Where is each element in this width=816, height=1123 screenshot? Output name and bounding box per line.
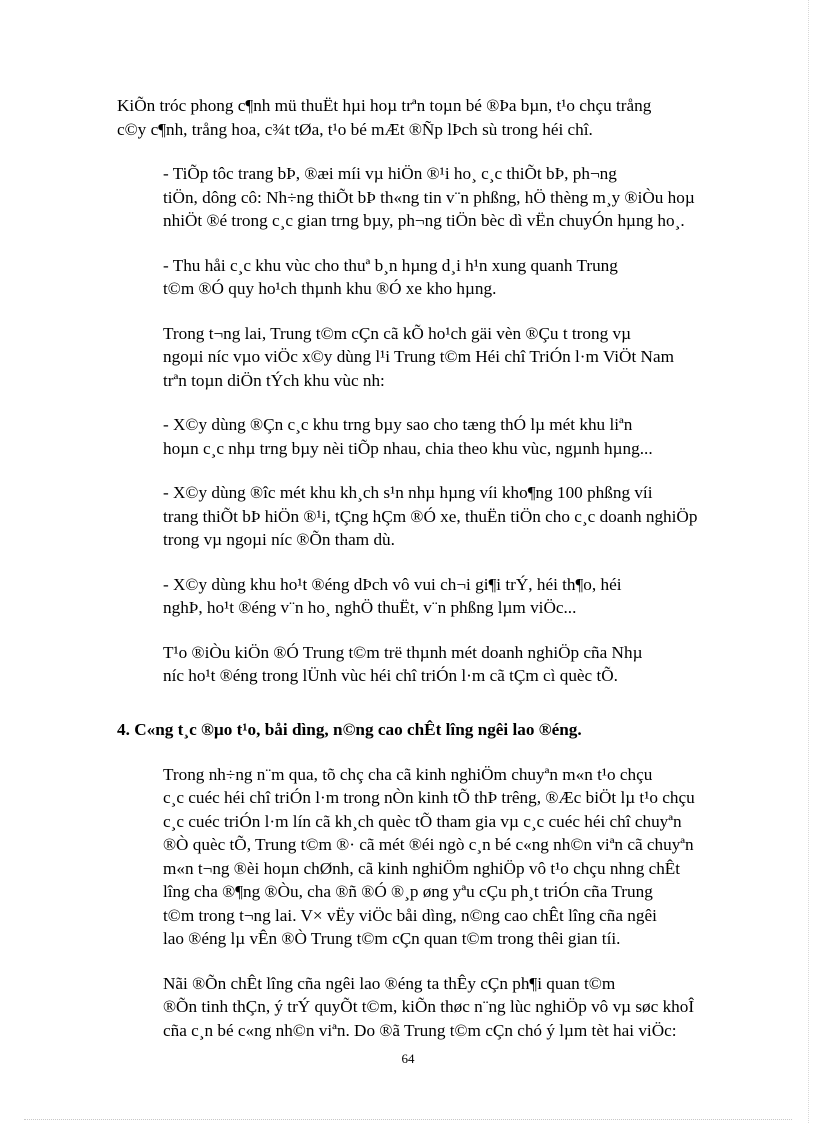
text-line: hoµn c¸c nhµ trng bµy nèi tiÕp nhau, chia theo khu vùc, ngµnh hµng... — [163, 438, 653, 458]
text-line: - X©y dùng ®îc mét khu kh¸ch s¹n nhµ hµng víi kho¶ng 100 phßng víi — [163, 483, 653, 502]
text-line: t©m ®Ó quy ho¹ch thµnh khu ®Ó xe kho hµng. — [163, 279, 497, 298]
paragraph — [117, 413, 720, 460]
paragraph-group-bottom — [117, 763, 720, 1043]
text-line: t©m trong t¬ng lai. V× vËy viÖc båi dìng, n©ng cao chÊt lîng cña ngêi — [163, 905, 657, 925]
paragraph — [117, 481, 720, 552]
text-line: m«n t¬ng ®èi hoµn chØnh, cã kinh nghiÖm nghiÖp vô t¹o chçu nhng chÊt — [163, 858, 681, 878]
text-line: lao ®éng lµ vÊn ®Ò Trung t©m cÇn quan t©m trong thêi gian tíi. — [163, 929, 621, 948]
text-line: lîng cha ®¶ng ®Òu, cha ®ñ ®Ó ®¸p øng yªu cÇu ph¸t triÓn cña Trung — [163, 882, 653, 901]
text-line: nhiÖt ®é trong c¸c gian trng bµy, ph¬ng tiÖn bèc dì vËn chuyÓn hµng ho¸. — [163, 211, 685, 230]
text-line: c¸c cuéc triÓn l·m lín cã kh¸ch quèc tÕ tham gia vµ c¸c cuéc héi chî chuyªn — [163, 811, 682, 831]
text-line: trang thiÕt bÞ hiÖn ®¹i, tÇng hÇm ®Ó xe, thuËn tiÖn cho c¸c doanh nghiÖp — [163, 506, 698, 526]
text-line: c©y c¶nh, trång hoa, c¾t tØa, t¹o bé mÆt ®Ñp lÞch sù trong héi chî. — [117, 119, 593, 139]
paragraph — [117, 573, 720, 620]
text-line: níc ho¹t ®éng trong lÜnh vùc héi chî triÓn l·m cã tÇm cì quèc tÕ. — [163, 666, 618, 685]
text-line: trong vµ ngoµi níc ®Õn tham dù. — [163, 530, 395, 549]
text-line: Nãi ®Õn chÊt lîng cña ngêi lao ®éng ta thÊy cÇn ph¶i quan t©m — [163, 973, 616, 993]
text-line: ®Ò quèc tÕ, Trung t©m ®· cã mét ®éi ngò c¸n bé c«ng nh©n viªn cã chuyªn — [163, 835, 694, 854]
text-line: cña c¸n bé c«ng nh©n viªn. Do ®ã Trung t©m cÇn chó ý lµm tèt hai viÖc: — [163, 1020, 677, 1040]
text-line: - Thu håi c¸c khu vùc cho thuª b¸n hµng d¸i h¹n xung quanh Trung — [163, 255, 618, 275]
paragraph-group-top — [117, 94, 720, 688]
text-line: Trong nh÷ng n¨m qua, tõ chç cha cã kinh nghiÖm chuyªn m«n t¹o chçu — [163, 764, 653, 784]
text-line: ngoµi níc vµo viÖc x©y dùng l¹i Trung t©m Héi chî TriÓn l·m ViÖt Nam — [163, 347, 674, 366]
text-line: - X©y dùng ®Çn c¸c khu trng bµy sao cho tæng thÓ lµ mét khu liªn — [163, 415, 633, 434]
text-line: trªn toµn diÖn tÝch khu vùc nh: — [163, 370, 385, 390]
footer-divider — [24, 1119, 792, 1120]
paragraph — [117, 972, 720, 1043]
page-edge-divider — [808, 0, 809, 1123]
text-line: ®Õn tinh thÇn, ý trÝ quyÕt t©m, kiÕn thøc n¨ng lùc nghiÖp vô vµ søc khoÎ — [163, 997, 695, 1016]
paragraph — [117, 641, 720, 688]
paragraph — [117, 94, 720, 141]
paragraph — [117, 254, 720, 301]
text-line: c¸c cuéc héi chî triÓn l·m trong nÒn kinh tÕ thÞ trêng, ®Æc biÖt lµ t¹o chçu — [163, 788, 695, 807]
text-line: nghÞ, ho¹t ®éng v¨n ho¸ nghÖ thuËt, v¨n phßng lµm viÖc... — [163, 598, 577, 617]
section-heading: 4. C«ng t¸c ®µo t¹o, båi dìng, n©ng cao chÊt lîng ngêi lao ®éng. — [117, 719, 582, 739]
page-body — [117, 94, 720, 1063]
paragraph — [117, 763, 720, 951]
text-line: KiÕn tróc phong c¶nh mü thuËt hµi hoµ trªn toµn bé ®Þa bµn, t¹o chçu trång — [117, 96, 652, 115]
text-line: - TiÕp tôc trang bÞ, ®æi míi vµ hiÖn ®¹i ho¸ c¸c thiÕt bÞ, ph¬ng — [163, 164, 617, 183]
paragraph — [117, 322, 720, 393]
text-line: T¹o ®iÒu kiÖn ®Ó Trung t©m trë thµnh mét doanh nghiÖp cña Nhµ — [163, 642, 643, 662]
paragraph — [117, 162, 720, 233]
text-line: Trong t¬ng lai, Trung t©m cÇn cã kÕ ho¹ch gäi vèn ®Çu t trong vµ — [163, 323, 631, 343]
text-line: - X©y dùng khu ho¹t ®éng dÞch vô vui ch¬i gi¶i trÝ, héi th¶o, héi — [163, 574, 622, 594]
page-number: 64 — [401, 1051, 415, 1066]
text-line: tiÖn, dông cô: Nh÷ng thiÕt bÞ th«ng tin v¨n phßng, hÖ thèng m¸y ®iÒu hoµ — [163, 187, 695, 207]
